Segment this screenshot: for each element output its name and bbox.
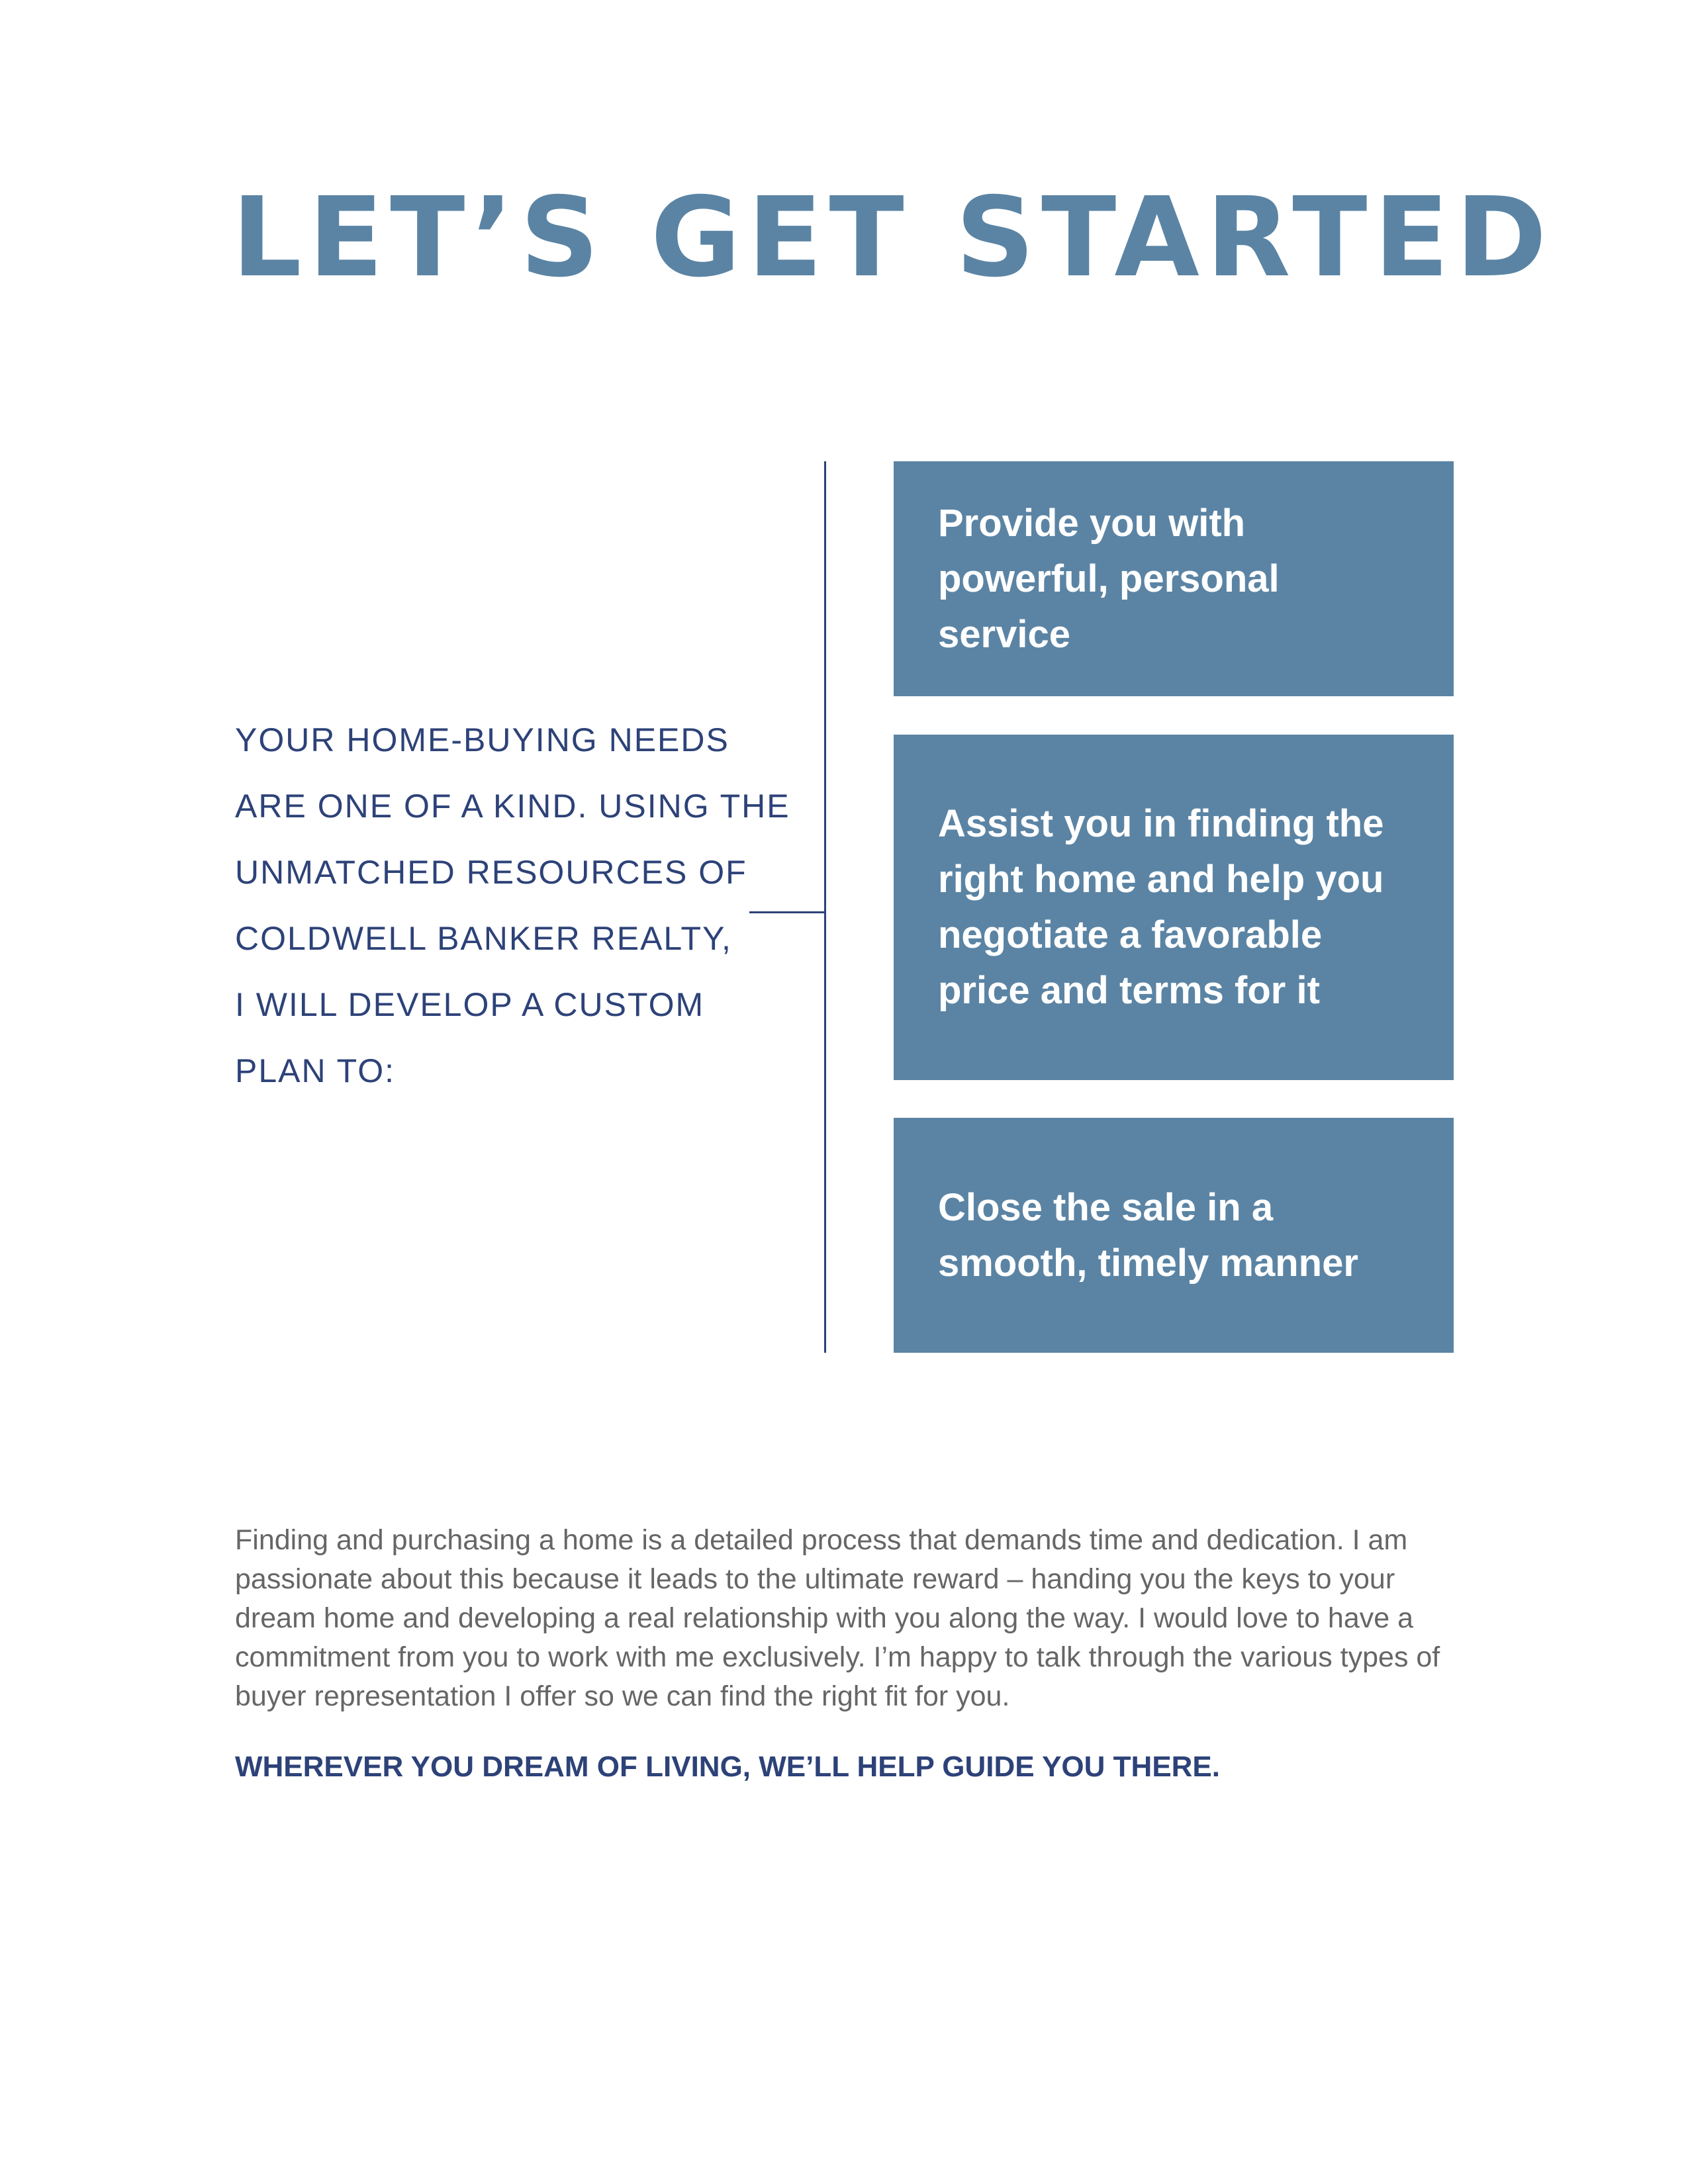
intro-line: COLDWELL BANKER REALTY, — [235, 920, 732, 957]
timeline-vertical-divider — [824, 461, 826, 1353]
timeline-connector — [749, 911, 825, 913]
plan-box-text: Assist you in finding the right home and help you negotiate a favorable price and terms for it — [938, 802, 1384, 1012]
plan-box-close-sale — [894, 1118, 1454, 1353]
plan-box-personal-service — [894, 461, 1454, 696]
plan-box-text: Close the sale in a smooth, timely manner — [938, 1185, 1358, 1285]
plan-box-text: Provide you with powerful, personal service — [938, 501, 1280, 656]
intro-line: I WILL DEVELOP A CUSTOM — [235, 986, 705, 1023]
intro-text — [235, 707, 790, 1104]
intro-line: PLAN TO: — [235, 1052, 396, 1089]
intro-line: ARE ONE OF A KIND. USING THE — [235, 788, 790, 825]
intro-line: UNMATCHED RESOURCES OF — [235, 854, 747, 891]
intro-line: YOUR HOME-BUYING NEEDS — [235, 721, 729, 758]
page-title: LET’S GET STARTED — [232, 174, 1554, 302]
tagline: WHEREVER YOU DREAM OF LIVING, WE’LL HELP GUIDE YOU THERE. — [235, 1751, 1221, 1783]
body-paragraph: Finding and purchasing a home is a detailed process that demands time and dedication. I am passionate about this because it leads to the ultimate reward – handing you the keys to your dream home and developing a real relationship with you along the way. I would love to have a commitment from you to work with me exclusively. I’m happy to talk through the various types of buyer representation I offer so we can find the right fit for you. — [235, 1524, 1440, 1712]
plan-box-find-home — [894, 735, 1454, 1080]
